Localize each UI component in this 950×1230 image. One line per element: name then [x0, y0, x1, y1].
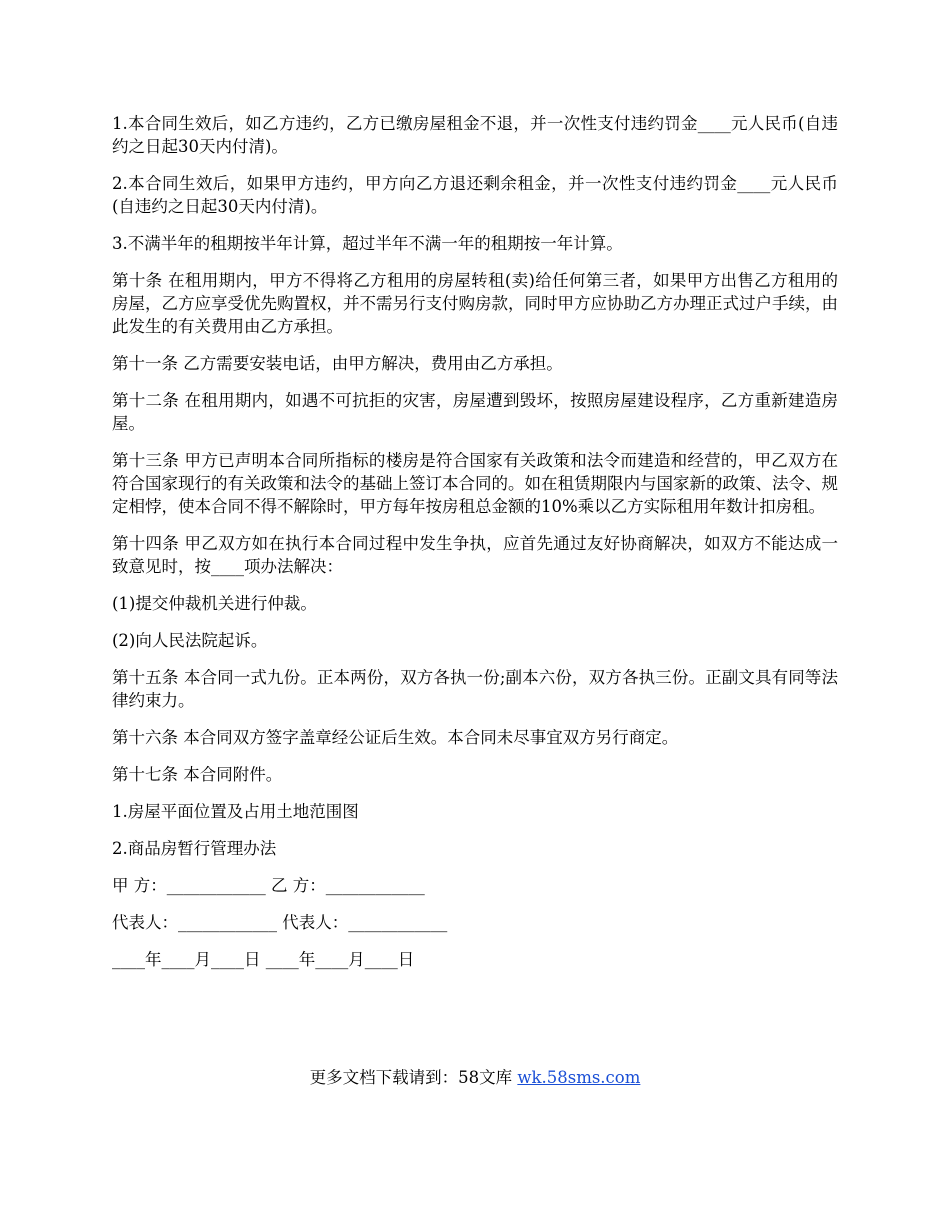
article-13: 第十三条 甲方已声明本合同所指标的楼房是符合国家有关政策和法令而建造和经营的，甲乙双方在符合国家现行的有关政策和法令的基础上签订本合同的。如在租赁期限内与国家新的政策、法令、规定相悖，使本合同不得不解除时，甲方每年按房租总金额的10%乘以乙方实际租用年数计扣房租。 — [112, 451, 838, 516]
article-14-option-1: (1)提交仲裁机关进行仲裁。 — [112, 594, 317, 613]
signature-parties: 甲 方：____________ 乙 方：____________ — [112, 876, 425, 895]
signature-dates: ____年____月____日 ____年____月____日 — [112, 950, 415, 969]
document-body — [112, 112, 838, 985]
footer — [0, 1066, 950, 1089]
article-12: 第十二条 在租用期内，如遇不可抗拒的灾害，房屋遭到毁坏，按照房屋建设程序，乙方重新建造房屋。 — [112, 391, 838, 433]
clause-penalty-tenant: 1.本合同生效后，如乙方违约，乙方已缴房屋租金不退，并一次性支付违约罚金____元人民币(自违约之日起30天内付清)。 — [112, 114, 838, 156]
clause-penalty-landlord: 2.本合同生效后，如果甲方违约，甲方向乙方退还剩余租金，并一次性支付违约罚金____元人民币(自违约之日起30天内付清)。 — [112, 174, 838, 216]
article-15: 第十五条 本合同一式九份。正本两份，双方各执一份;副本六份，双方各执三份。正副文具有同等法律约束力。 — [112, 668, 838, 710]
footer-text: 更多文档下载请到：58文库 — [309, 1068, 518, 1087]
article-10: 第十条 在租用期内，甲方不得将乙方租用的房屋转租(卖)给任何第三者，如果甲方出售乙方租用的房屋，乙方应享受优先购置权，并不需另行支付购房款，同时甲方应协助乙方办理正式过户手续，由此发生的有关费用由乙方承担。 — [112, 271, 838, 336]
article-17: 第十七条 本合同附件。 — [112, 765, 283, 784]
article-16: 第十六条 本合同双方签字盖章经公证后生效。本合同未尽事宜双方另行商定。 — [112, 728, 679, 747]
attachment-1: 1.房屋平面位置及占用土地范围图 — [112, 802, 359, 821]
clause-lease-term-rounding: 3.不满半年的租期按半年计算，超过半年不满一年的租期按一年计算。 — [112, 234, 623, 253]
attachment-2: 2.商品房暂行管理办法 — [112, 839, 277, 858]
signature-representatives: 代表人：____________ 代表人：____________ — [112, 913, 448, 932]
article-11: 第十一条 乙方需要安装电话，由甲方解决，费用由乙方承担。 — [112, 354, 563, 373]
article-14-option-2: (2)向人民法院起诉。 — [112, 631, 268, 650]
article-14: 第十四条 甲乙双方如在执行本合同过程中发生争执，应首先通过友好协商解决，如双方不能达成一致意见时，按____项办法解决： — [112, 534, 838, 576]
footer-link[interactable]: wk.58sms.com — [517, 1068, 641, 1087]
